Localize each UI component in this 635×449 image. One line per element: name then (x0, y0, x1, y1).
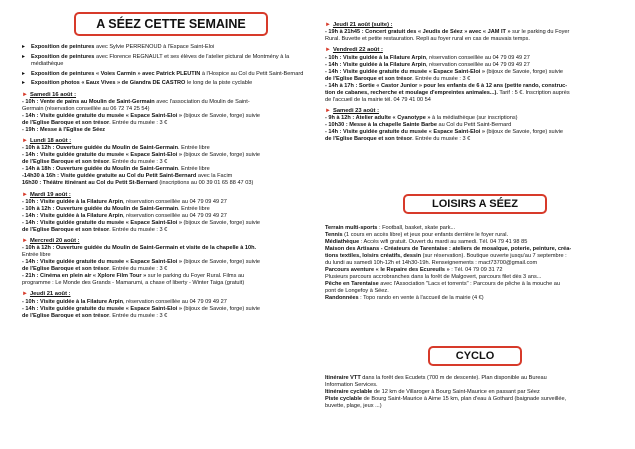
bold-text: - 10h : Vente de pains au Moulin de Saint-Germain (22, 98, 155, 105)
bold-text: - 14h : Visite guidée gratuite du musée « Espace Saint-Eloi » (22, 305, 182, 312)
bold-text: - 10h : Visite guidée à la Filature Arpin (325, 54, 427, 61)
exhibition-bold: Exposition de peintures « Voies Carmin » avec Patrick PLEUTIN (31, 70, 201, 77)
text-line (22, 127, 318, 134)
text-line (22, 199, 318, 206)
plain-text: . Entrée du musée : 3 € (109, 159, 168, 166)
plain-text: (1 cours en accès libre) et jeux pour enfants derrière le foyer rural. (342, 232, 509, 239)
bold-text: - 10h30 : Messe à la chapelle Sainte Barbe (325, 122, 437, 129)
text-line (325, 253, 625, 260)
text-line (325, 97, 625, 104)
exhibition-item (22, 44, 318, 51)
plain-text: (bijoux de Savoie, forge) suivie (485, 68, 564, 75)
day-marker-icon: ► (325, 22, 331, 28)
day-heading (22, 238, 318, 245)
plain-text: Entrée libre (22, 252, 51, 259)
exhibition-text (31, 54, 318, 69)
bold-text: Itinéraire VTT (325, 375, 361, 381)
day-label: Mercredi 20 août : (29, 237, 80, 244)
bold-text: - 14h à 18h : Ouverture guidée du Moulin de Saint-Germain (22, 166, 179, 173)
bullet-arrow-icon: ▸ (22, 44, 26, 50)
plain-text: , réservation conseillée au 04 79 09 49 27 (123, 212, 227, 219)
day-label: Vendredi 22 août : (332, 47, 383, 54)
plain-text: (bijoux de Savoie, forge) suivie (182, 152, 261, 159)
plain-text: du lundi au samedi 10h-12h et 14h30-19h. Renseignements : mact73700@gmail.com (325, 260, 538, 267)
text-line (325, 115, 625, 122)
day-heading (325, 108, 625, 115)
plain-text: avec la Facim (196, 173, 233, 180)
text-line (325, 295, 625, 302)
bold-text: de l'Eglise Baroque et son trésor (22, 226, 110, 233)
bold-text: - 14h : Visite guidée gratuite du musée « Espace Saint-Eloi » (22, 219, 182, 226)
text-line (22, 259, 318, 266)
text-line (325, 122, 625, 129)
text-line (22, 213, 318, 220)
bold-text: Itinéraire cyclable (325, 389, 373, 396)
plain-text: . Entrée du musée : 3 € (109, 266, 168, 273)
day-label: Lundi 18 août : (29, 138, 72, 145)
plain-text: . Entrée du musée : 3 € (412, 136, 471, 143)
text-line (22, 299, 318, 306)
bold-text: - 10h à 12h : Ouverture guidée du Moulin de Saint-Germain et visite de la chapelle à 10h. (22, 245, 257, 252)
exhibition-detail: le long de la piste cyclable (185, 80, 253, 87)
plain-text: . Entrée du musée : 3 € (412, 75, 471, 82)
text-line (22, 113, 318, 120)
exhibition-item (22, 71, 318, 78)
text-line (325, 389, 625, 396)
plain-text: dans la forêt des Ecudets (700 m de descente). Plan disponible au Bureau (360, 375, 547, 381)
plain-text: sur le parking du Foyer (510, 29, 570, 36)
text-line (22, 273, 318, 280)
text-line (325, 83, 625, 90)
exhibition-bold: Exposition de peintures (31, 53, 95, 60)
text-line (325, 90, 625, 97)
plain-text: Germain (réservation conseillée au 06 72 74 25 54) (22, 105, 150, 112)
day-marker-icon: ► (325, 107, 331, 114)
bullet-arrow-icon: ▸ (22, 70, 26, 77)
text-line (22, 313, 318, 320)
bold-text: - 14h : Visite guidée gratuite du musée « Espace Saint-Eloi » (325, 68, 485, 75)
plain-text: (inscriptions au 00 39 01 65 88 47 03) (157, 180, 254, 187)
text-line (22, 145, 318, 152)
text-line (22, 152, 318, 159)
plain-text: (bijoux de Savoie, forge) suivie (182, 219, 261, 226)
bold-text: Randonnées (325, 295, 359, 302)
text-line (325, 382, 625, 389)
exhibition-bold: Exposition photos « Eaux Vives » de Giandra DE CASTRO (31, 80, 186, 87)
day-heading (22, 192, 318, 199)
left-content (22, 44, 318, 320)
plain-text: . Entrée du musée : 3 € (109, 312, 168, 319)
bold-text: de l'Eglise Baroque et son trésor (22, 159, 110, 166)
text-line (325, 288, 625, 295)
text-line (325, 62, 625, 69)
plain-text: . Entrée libre (178, 145, 210, 152)
day-marker-icon: ► (22, 138, 28, 145)
day-marker-icon: ► (22, 191, 28, 198)
day-label: Jeudi 21 août : (29, 291, 71, 298)
bold-text: - 14h : Visite guidée gratuite du musée « Espace Saint-Eloi » (22, 259, 182, 266)
bold-text: 16h30 : Théâtre itinérant au Col du Petit St-Bernard (22, 180, 158, 187)
text-line (22, 206, 318, 213)
text-line (325, 403, 625, 410)
plain-text: : Tél. 04 79 09 31 72 (449, 267, 503, 274)
bold-text: - 14h : Visite guidée gratuite du musée « Espace Saint-Eloi » (22, 112, 182, 119)
bold-text: - 14h : Visite guidée à la Filature Arpin (22, 212, 124, 219)
bold-text: de l'Eglise Baroque et son trésor (22, 119, 110, 126)
text-line (325, 260, 625, 267)
text-line (22, 180, 318, 187)
plain-text: (bijoux de Savoie, forge) suivie (182, 259, 261, 266)
day-block (22, 92, 318, 134)
text-line (22, 166, 318, 173)
text-line (22, 266, 318, 273)
day-block (325, 22, 625, 43)
bold-text: Terrain multi-sports (325, 225, 378, 231)
text-line (22, 306, 318, 313)
day-heading (22, 92, 318, 99)
text-line (325, 246, 625, 253)
plain-text: (sur réservation). Boutique ouverte jusqu'au 7 septembre : (421, 253, 567, 260)
bold-text: - 14h : Visite guidée gratuite du musée « Espace Saint-Eloi » (325, 129, 485, 136)
bold-text: - 19h à 21h45 : Concert gratuit des « Jeudis de Séez » avec « JAM IT » (325, 29, 511, 36)
bold-text: - 10h : Visite guidée à la Filature Arpin (22, 198, 124, 205)
bold-text: - 14h : Visite guidée gratuite du musée « Espace Saint-Eloi » (22, 152, 182, 159)
day-label: Samedi 16 août : (29, 91, 77, 98)
plain-text: , réservation conseillée au 04 79 09 49 27 (426, 54, 530, 61)
plain-text: (bijoux de Savoie, forge) suivie (182, 112, 261, 119)
text-line (325, 36, 625, 43)
exhibition-bold: Exposition de peintures (31, 44, 95, 50)
plain-text: de l'accueil de la mairie tél. 04 79 41 00 54 (325, 96, 431, 103)
bold-text: - 10h : Visite guidée à la Filature Arpin (22, 298, 124, 305)
plain-text: Rural. Buvette et petite restauration. Repli au foyer rural en cas de mauvais temps. (325, 36, 530, 43)
bold-text: Piste cyclable (325, 396, 363, 403)
day-heading (22, 291, 318, 298)
bold-text: Maison des Artisans - Créateurs de Tarentaise : ateliers de mosaïque, poterie, peinture, créa- (325, 246, 572, 253)
text-line (325, 274, 625, 281)
plain-text: pont de Longefoy à Séez. (325, 288, 389, 295)
exhibition-item (22, 54, 318, 69)
day-block (325, 108, 625, 143)
day-marker-icon: ► (22, 237, 28, 244)
plain-text: Plusieurs parcours accrobranches dans la forêt de Malgovert, parcours filet dès 3 ans... (325, 274, 542, 281)
exhibition-detail: à l'Hospice au Col du Petit Saint-Bernard (200, 70, 304, 77)
bold-text: Parcours aventure « le Repaire des Ecureuils » (325, 267, 450, 274)
day-marker-icon: ► (22, 91, 28, 98)
plain-text: Tarif : 5 €. Inscription auprès (497, 89, 570, 96)
text-line (325, 281, 625, 288)
text-line (325, 375, 625, 382)
plain-text: . Entrée libre (178, 205, 210, 212)
plain-text: : Accès wifi gratuit. Ouvert du mardi au samedi. Tél. 04 79 41 98 85 (359, 239, 528, 246)
plain-text: (bijoux de Savoie, forge) suivie (182, 305, 261, 312)
bullet-arrow-icon: ▸ (22, 80, 26, 87)
plain-text: , réservation conseillée au 04 79 09 49 27 (426, 61, 530, 68)
day-label: Mardi 19 août : (29, 191, 71, 198)
day-label: Samedi 23 août : (332, 107, 380, 114)
text-line (22, 106, 318, 113)
text-line (325, 69, 625, 76)
plain-text: programme : Le Monde des Grands - Mamarumi, a chase of liberty - Winter Taiga (gratuit) (22, 280, 245, 287)
text-line (325, 29, 625, 36)
section-title-week: A SÉEZ CETTE SEMAINE (74, 12, 268, 36)
day-marker-icon: ► (22, 291, 28, 298)
right-days (325, 18, 625, 143)
plain-text: , réservation conseillée au 04 79 09 49 27 (123, 298, 227, 305)
text-line (22, 120, 318, 127)
plain-text: (bijoux de Savoie, forge) suivie (485, 129, 564, 136)
plain-text: : Football, basket, skate park... (377, 225, 456, 231)
day-block (22, 192, 318, 234)
exhibition-text (31, 80, 318, 87)
day-block (325, 47, 625, 104)
plain-text: : Topo rando en vente à l'accueil de la mairie (4 €) (358, 295, 484, 302)
cyclo-list (325, 375, 625, 410)
bold-text: - 10h à 12h : Ouverture guidée du Moulin de Saint-Germain (22, 205, 179, 212)
text-line (22, 220, 318, 227)
bold-text: tion de cabanes, recherche et moulage d'empreintes animales...). (325, 89, 498, 96)
plain-text: avec l'association du Moulin de Saint- (154, 98, 250, 105)
plain-text: , réservation conseillée au 04 79 09 49 27 (123, 198, 227, 205)
text-line (22, 280, 318, 287)
bold-text: - 10h à 12h : Ouverture guidée du Moulin de Saint-Germain (22, 145, 179, 152)
exhibition-detail: avec Sylvie PERRENOUD à l'Espace Saint-Eloi (94, 44, 215, 50)
day-heading (325, 47, 625, 54)
text-line (325, 76, 625, 83)
exhibition-text (31, 71, 318, 78)
plain-text: . Entrée du musée : 3 € (109, 226, 168, 233)
plain-text: Information Services. (325, 382, 378, 389)
bullet-arrow-icon: ▸ (22, 53, 26, 60)
plain-text: avec l'Association "Lacs et torrents" : Parcours de pêche à la mouche au (378, 281, 561, 288)
day-label: Jeudi 21 août (suite) : (332, 22, 393, 28)
bold-text: Pêche en Tarentaise (325, 281, 379, 288)
text-line (22, 252, 318, 259)
day-block (22, 138, 318, 187)
plain-text: au Col du Petit Saint-Bernard (436, 122, 512, 129)
section-title-cyclo: CYCLO (428, 346, 522, 366)
bold-text: Tennis (325, 232, 343, 239)
plain-text: . Entrée libre (178, 166, 210, 173)
text-line (325, 396, 625, 403)
text-line (325, 267, 625, 274)
plain-text: buvette, plage, jeux ...) (325, 403, 382, 410)
text-line (22, 227, 318, 234)
plain-text: . Entrée du musée : 3 € (109, 119, 168, 126)
bold-text: - 14h : Visite guidée à la Filature Arpin (325, 61, 427, 68)
day-marker-icon: ► (325, 47, 331, 54)
bold-text: tions textiles, loisirs créatifs, dessin (325, 253, 422, 260)
text-line (325, 239, 625, 246)
bold-text: de l'Eglise Baroque et son trésor (325, 136, 413, 143)
loisirs-list (325, 225, 625, 303)
text-line (325, 136, 625, 143)
left-days (22, 92, 318, 320)
day-block (22, 291, 318, 319)
text-line (22, 245, 318, 252)
text-line (325, 225, 625, 232)
bold-text: de l'Eglise Baroque et son trésor (325, 75, 413, 82)
day-heading (325, 22, 625, 29)
day-heading (22, 138, 318, 145)
plain-text: sur le parking du Foyer Rural. Films au (146, 273, 245, 280)
bold-text: - 19h : Messe à l'Eglise de Séez (22, 126, 106, 133)
text-line (325, 232, 625, 239)
exhibition-detail: avec Florence REGNAULT et ses élèves de l'atelier pictural de Montmény à la médiathèque (31, 53, 290, 67)
text-line (22, 173, 318, 180)
bold-text: - 9h à 12h : Atelier adulte « Cyanotype » (325, 115, 431, 122)
bold-text: -14h30 à 16h : Visite guidée gratuite au Col du Petit Saint-Bernard (22, 173, 197, 180)
bold-text: - 14h à 17h : Sortie « Castor Junior » pour les enfants de 6 à 12 ans (petite rando, construc- (325, 82, 568, 89)
plain-text: de 12 km de Villaroger à Bourg Saint-Maurice en passant par Séez (372, 389, 540, 396)
bold-text: de l'Eglise Baroque et son trésor (22, 312, 110, 319)
text-line (325, 129, 625, 136)
bold-text: Médiathèque (325, 239, 360, 246)
bold-text: de l'Eglise Baroque et son trésor (22, 266, 110, 273)
bold-text: - 21h : Cinéma en plein air « Xplore Film Tour » (22, 273, 147, 280)
plain-text: de Bourg Saint-Maurice à Aime 15 km, plan d'eau à Gothard (baignade surveillée, (362, 396, 567, 403)
day-block (22, 238, 318, 287)
text-line (22, 159, 318, 166)
plain-text: à la médiathèque (sur inscriptions) (430, 115, 518, 122)
section-title-loisirs: LOISIRS A SÉEZ (403, 194, 547, 214)
text-line (325, 55, 625, 62)
exhibitions-list (22, 44, 318, 88)
text-line (22, 99, 318, 106)
exhibition-item (22, 80, 318, 87)
exhibition-text (31, 44, 318, 51)
